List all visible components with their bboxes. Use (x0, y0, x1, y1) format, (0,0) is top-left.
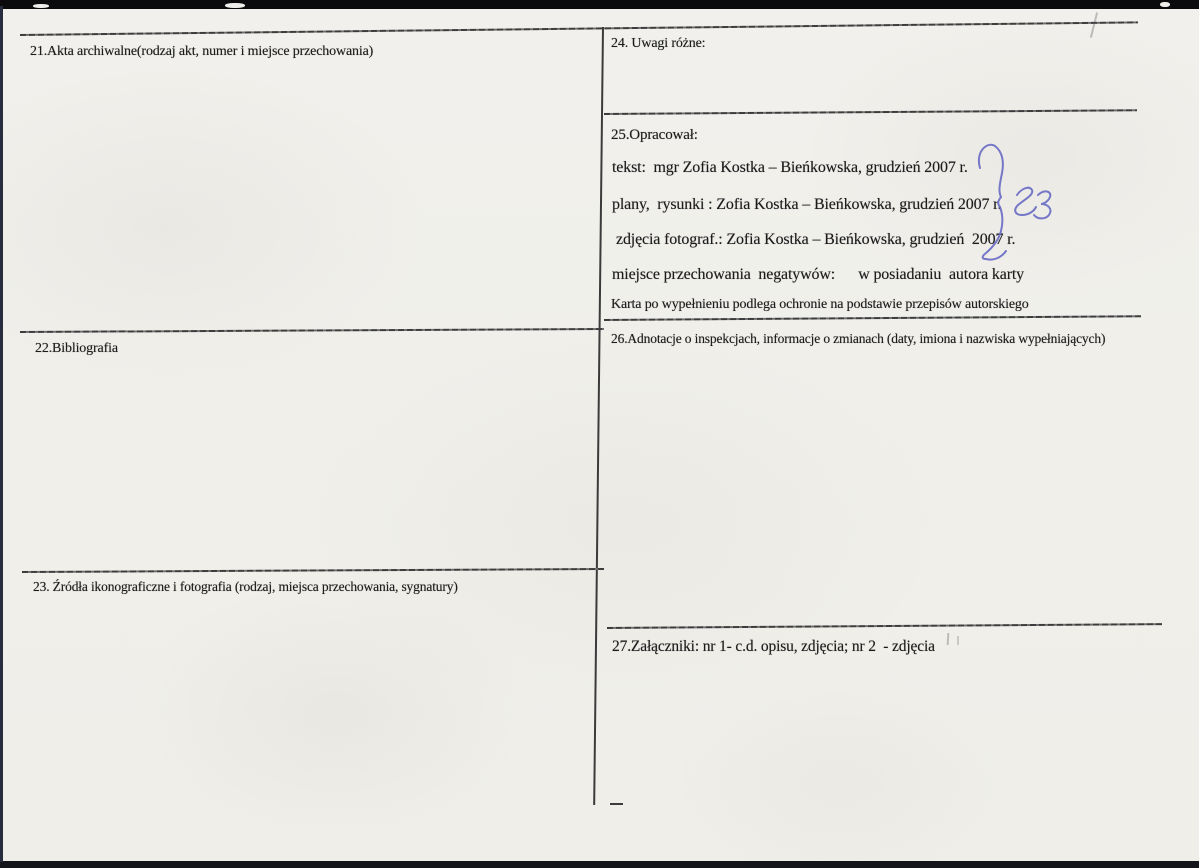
section-25-prepared-by-label: 25.Opracował: (611, 127, 698, 143)
section-22-bibliography-label: 22.Bibliografia (35, 341, 118, 356)
rule-below-section-25 (604, 315, 1141, 320)
scan-edge-notch (1160, 2, 1170, 7)
scan-artifact-mark (957, 636, 959, 645)
rule-below-section-24 (604, 109, 1137, 114)
section-21-archival-records-label: 21.Akta archiwalne(rodzaj akt, numer i miejsce przechowania) (30, 44, 374, 59)
section-25-entry-plans-drawings: plany, rysunki : Zofia Kostka – Bieńkowska, grudzień 2007 r. (612, 196, 1002, 213)
rule-between-21-22 (20, 328, 604, 333)
column-divider-line (593, 27, 604, 805)
scan-edge-notch (225, 3, 245, 8)
section-26-inspection-annotations-label: 26.Adnotacje o inspekcjach, informacje o zmianach (daty, imiona i nazwiska wypełniających) (611, 331, 1106, 346)
section-25-copyright-note: Karta po wypełnieniu podlega ochronie na podstawie przepisów autorskiego (611, 297, 1029, 312)
scan-edge-notch (33, 4, 49, 8)
scan-artifact-scratch (1090, 12, 1098, 38)
rule-above-section-27 (607, 623, 1162, 628)
section-25-entry-negatives-location: miejsce przechowania negatywów: w posiadaniu autora karty (612, 266, 1025, 283)
column-divider-foot (610, 803, 623, 805)
section-25-entry-photographs: zdjęcia fotograf.: Zofia Kostka – Bieńkowska, grudzień 2007 r. (616, 231, 1016, 248)
section-23-iconographic-sources-label: 23. Źródła ikonograficzne i fotografia (rodzaj, miejsca przechowania, sygnatury) (33, 579, 458, 594)
handwritten-signature-initials-zb (955, 135, 1065, 275)
scan-edge-bottom (0, 861, 1199, 868)
rule-top-border (20, 21, 1138, 35)
scan-edge-left (0, 6, 3, 862)
section-25-entry-text: tekst: mgr Zofia Kostka – Bieńkowska, grudzień 2007 r. (612, 159, 968, 176)
scan-edge-top (0, 0, 1199, 9)
rule-between-22-23 (22, 568, 604, 573)
section-27-attachments-label: 27.Załączniki: nr 1- c.d. opisu, zdjęcia; nr 2 - zdjęcia (612, 638, 935, 655)
section-24-remarks-label: 24. Uwagi różne: (611, 36, 706, 51)
scan-artifact-mark (947, 633, 950, 645)
